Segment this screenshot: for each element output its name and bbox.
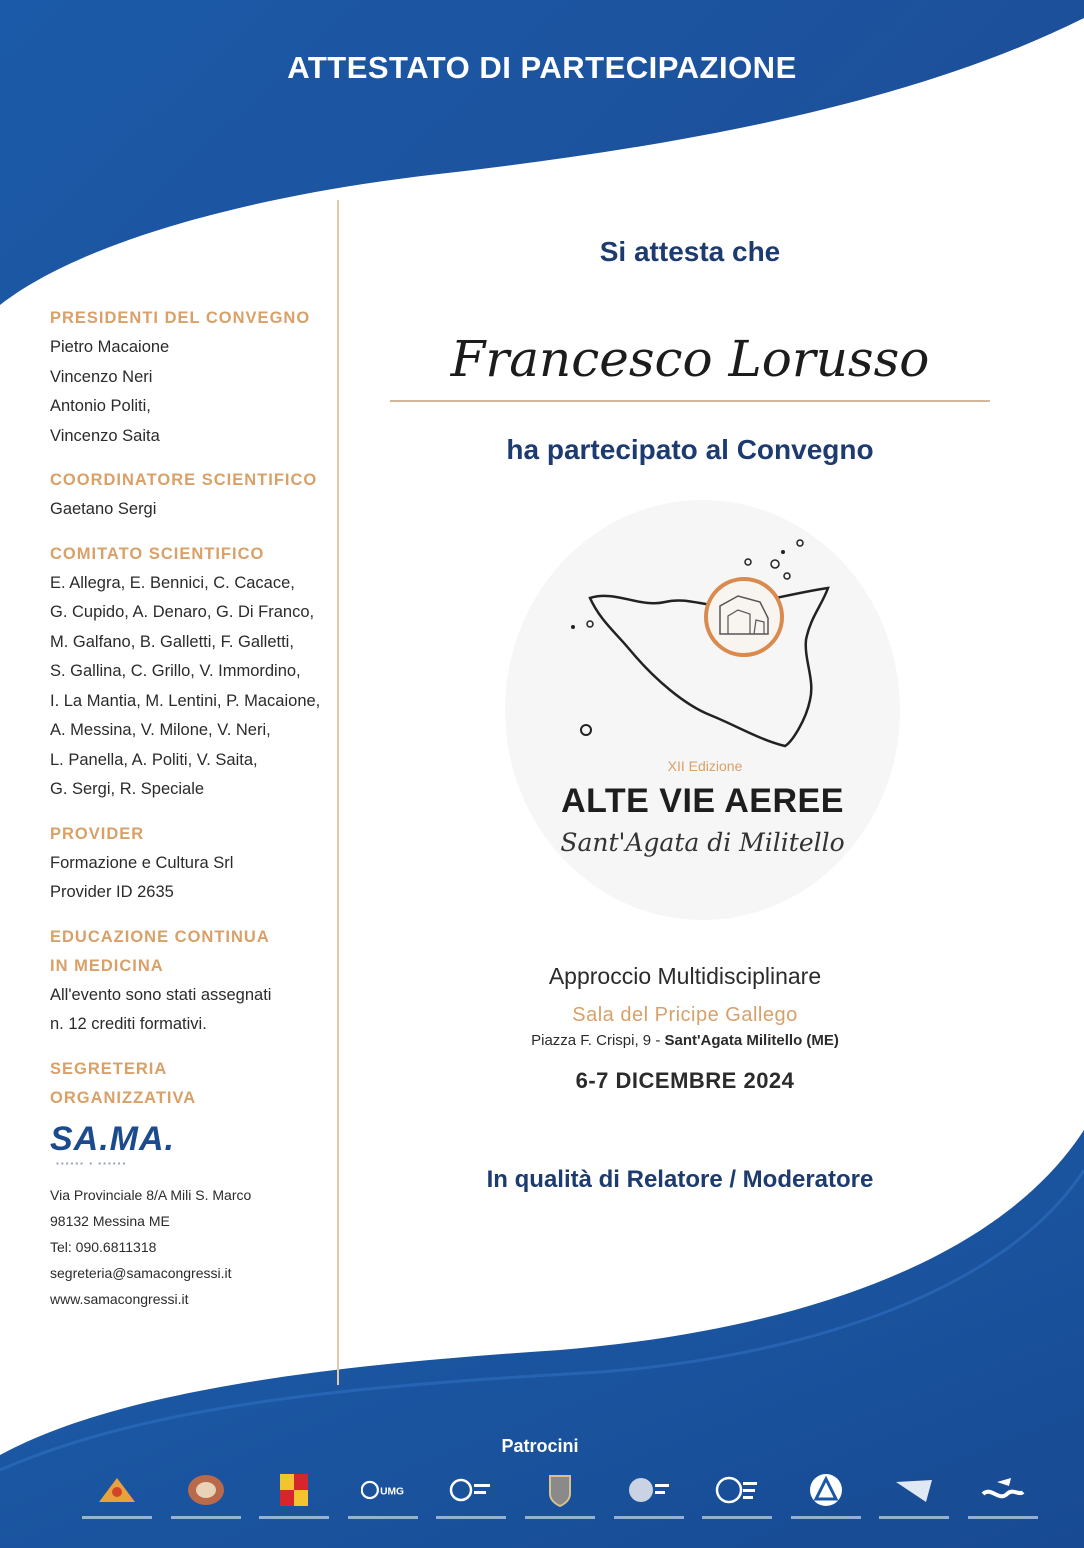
event-subtitle: Approccio Multidisciplinare	[548, 963, 822, 989]
comitato-line: M. Galfano, B. Galletti, F. Galletti,	[50, 632, 294, 651]
segreteria-heading: ORGANIZZATIVA	[50, 1088, 197, 1107]
patrocini-label: Patrocini	[501, 1436, 579, 1456]
sponsor-logo	[877, 1472, 951, 1519]
ecm-heading: EDUCAZIONE CONTINUA	[50, 927, 270, 946]
wave-society-icon	[981, 1472, 1025, 1508]
unipa-seal-icon	[715, 1472, 759, 1508]
ecm-heading: IN MEDICINA	[50, 956, 164, 975]
event-title: ALTE VIE AEREE	[561, 782, 844, 820]
sama-logo: SA.MA.	[50, 1119, 175, 1158]
unime-seal-icon	[627, 1472, 671, 1508]
comitato-section	[50, 540, 340, 805]
ecm-line: n. 12 crediti formativi.	[50, 1015, 207, 1033]
comitato-line: I. La Mantia, M. Lentini, P. Macaione,	[50, 691, 321, 710]
provider-heading: PROVIDER	[50, 824, 145, 843]
comitato-line: S. Gallina, C. Grillo, V. Immordino,	[50, 662, 301, 680]
coordinatore-section	[50, 466, 340, 525]
segreteria-section	[50, 1055, 340, 1312]
event-address	[440, 1032, 930, 1049]
sidebar	[50, 304, 340, 1327]
comitato-heading: COMITATO SCIENTIFICO	[50, 544, 265, 563]
participant-name: Francesco Lorusso	[450, 330, 930, 388]
sponsor-logo	[434, 1472, 508, 1519]
comitato-line: E. Allegra, E. Bennici, C. Cacace,	[50, 573, 295, 592]
sponsor-logo	[80, 1472, 154, 1519]
unict-logo-icon	[449, 1472, 493, 1508]
segreteria-city: 98132 Messina ME	[50, 1212, 170, 1229]
event-dates: 6-7 DICEMBRE 2024	[575, 1068, 795, 1093]
comitato-line: G. Cupido, A. Denaro, G. Di Franco,	[50, 603, 315, 621]
provider-section	[50, 820, 340, 908]
sama-logo-tagline-mark: ▪▪▪▪▪▪ ▪ ▪▪▪▪▪▪	[56, 1158, 128, 1168]
attesta-text: Si attesta che	[599, 236, 781, 267]
presidenti-section	[50, 304, 340, 451]
event-edition: XII Edizione	[667, 758, 743, 774]
ecm-line: All'evento sono stati assegnati	[50, 985, 272, 1004]
certificate-title: ATTESTATO DI PARTECIPAZIONE	[287, 50, 797, 85]
sponsor-logo	[257, 1472, 331, 1519]
partecipato-text: ha partecipato al Convegno	[506, 434, 874, 465]
triangle-society-icon	[804, 1472, 848, 1508]
presidente-name: Antonio Politi,	[50, 397, 151, 415]
presidenti-heading: PRESIDENTI DEL CONVEGNO	[50, 309, 311, 327]
presidente-name: Vincenzo Saita	[50, 426, 160, 445]
sicily-emblem-icon	[95, 1472, 139, 1508]
segreteria-phone: Tel: 090.6811318	[50, 1238, 157, 1255]
coordinatore-name: Gaetano Sergi	[50, 500, 157, 518]
segreteria-email: segreteria@samacongressi.it	[50, 1264, 232, 1281]
segreteria-website: www.samacongressi.it	[50, 1290, 189, 1307]
role-text: In qualità di Relatore / Moderatore	[486, 1166, 874, 1193]
sponsor-logo	[346, 1472, 420, 1519]
comitato-line: L. Panella, A. Politi, V. Saita,	[50, 750, 258, 769]
provider-line: Formazione e Cultura Srl	[50, 853, 234, 872]
coordinatore-heading: COORDINATORE SCIENTIFICO	[50, 471, 318, 489]
sicily-map-icon	[560, 530, 850, 760]
comitato-line: A. Messina, V. Milone, V. Neri,	[50, 721, 271, 739]
sponsor-logo	[789, 1472, 863, 1519]
svg-text:UMG: UMG	[379, 1486, 404, 1498]
sponsor-logo	[169, 1472, 243, 1519]
ecm-section	[50, 923, 340, 1040]
segreteria-heading: SEGRETERIA	[50, 1059, 168, 1078]
comune-crest-icon	[538, 1472, 582, 1508]
presidente-name: Pietro Macaione	[50, 338, 170, 356]
presidente-name: Vincenzo Neri	[50, 367, 153, 386]
address-street: Piazza F. Crispi, 9 -	[531, 1032, 665, 1049]
event-venue: Sala del Pricipe Gallego	[572, 1004, 798, 1026]
segreteria-address: Via Provinciale 8/A Mili S. Marco	[50, 1186, 252, 1203]
umg-logo-icon	[361, 1472, 405, 1508]
sponsor-logo	[523, 1472, 597, 1519]
sponsor-logos-row	[80, 1472, 1040, 1542]
sponsor-logo	[612, 1472, 686, 1519]
regione-sicilia-emblem-icon	[272, 1472, 316, 1508]
name-underline	[390, 400, 990, 402]
medical-order-emblem-icon	[184, 1472, 228, 1508]
address-city: Sant'Agata Militello (ME)	[664, 1032, 839, 1049]
comitato-line: G. Sergi, R. Speciale	[50, 780, 205, 798]
sponsor-logo	[966, 1472, 1040, 1519]
event-place: Sant'Agata di Militello	[560, 828, 845, 857]
sicily-map-icon	[892, 1472, 936, 1508]
sponsor-logo	[700, 1472, 774, 1519]
provider-line: Provider ID 2635	[50, 883, 174, 901]
